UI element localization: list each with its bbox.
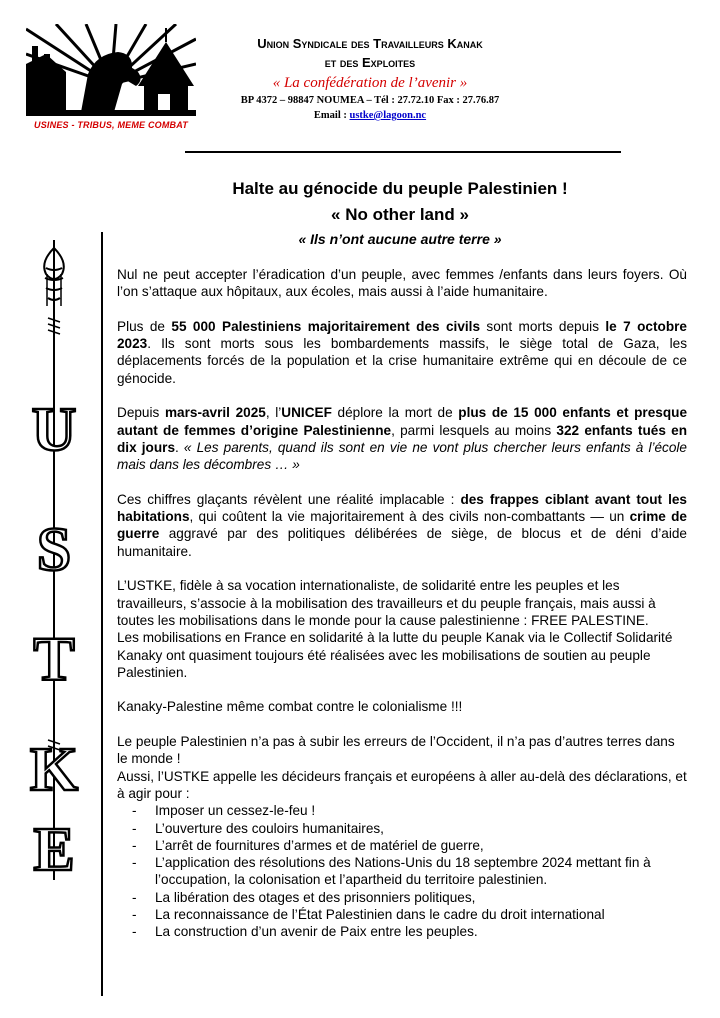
list-item: - L’arrêt de fournitures d’armes et de matériel de guerre,: [117, 837, 687, 854]
paragraph-5: L’USTKE, fidèle à sa vocation internationaliste, de solidarité entre les peuples et les travailleurs, s’associe à la mobilisation des travailleurs et du peuple français, mais aussi à toutes les mobilisations dans le monde pour la cause palestinienne : FREE PALESTINE.: [117, 578, 656, 628]
paragraph-7: Kanaky-Palestine même combat contre le colonialisme !!!: [117, 699, 463, 715]
page-title: [110, 176, 690, 228]
org-name-line1: Union Syndicale des Travailleurs Kanak: [257, 36, 483, 51]
org-name-line2: et des Exploites: [324, 55, 416, 70]
start-date: le 7 octobre 2023: [117, 318, 687, 352]
org-email-line: [200, 108, 540, 123]
organisation-header: [200, 34, 540, 123]
title-line1: Halte au génocide du peuple Palestinien !: [232, 179, 568, 198]
paragraph-8: Le peuple Palestinien n’a pas à subir les erreurs de l’Occident, il n’a pas d’autres terres dans le monde !: [117, 734, 675, 767]
org-motto: « La confédération de l’avenir »: [272, 75, 468, 91]
email-label: Email :: [313, 110, 350, 121]
list-item: - L’ouverture des couloirs humanitaires,: [117, 820, 687, 837]
email-link[interactable]: ustke@lagoon.nc: [349, 110, 427, 121]
casualty-count: 55 000 Palestiniens majoritairement des civils: [171, 318, 481, 334]
demands-list: [117, 802, 687, 940]
title-line2: « No other land »: [331, 205, 469, 224]
ustke-spear-emblem: [24, 240, 84, 880]
paragraph-3: Depuis mars-avril 2025, l’UNICEF déplore la mort de plus de 15 000 enfants et presque autant de femmes d’origine Palestinienne, parmi lesquels au moins 322 enfants tués en dix jours. « Les parents, quand ils sont en vie ne vont plus chercher leurs enfants à l’école mais dans les décombres … »: [117, 405, 688, 473]
list-item: - La construction d’un avenir de Paix entre les peuples.: [117, 923, 687, 940]
ustke-logo: [26, 24, 196, 132]
list-item: - Imposer un cessez-le-feu !: [117, 802, 687, 819]
header-divider: [185, 151, 621, 153]
side-letter-t: T: [33, 626, 75, 694]
page-subtitle: « Ils n’ont aucune autre terre »: [298, 231, 502, 247]
paragraph-9: Aussi, l’USTKE appelle les décideurs français et européens à aller au-delà des déclarations, et à agir pour :: [117, 768, 687, 801]
side-letter-e: E: [33, 816, 75, 880]
list-item: - La reconnaissance de l’État Palestinien dans le cadre du droit international: [117, 906, 687, 923]
logo-caption: USINES - TRIBUS, MEME COMBAT: [34, 120, 188, 130]
margin-rule: [101, 232, 103, 996]
quote: « Les parents, quand ils sont en vie ne vont plus chercher leurs enfants à l’école mais dans les décombres … »: [117, 439, 687, 473]
side-letter-k: K: [29, 736, 79, 804]
paragraph-4: Ces chiffres glaçants révèlent une réalité implacable : des frappes ciblant avant tout les habitations, qui coûtent la vie majoritairement à des civils non-combattants — un crime de guerre aggravé par des politiques délibérées de siège, de blocus et de déni d’aide humanitaire.: [117, 491, 687, 559]
paragraph-1: Nul ne peut accepter l’éradication d’un peuple, avec femmes /enfants dans leurs foyers. Où l’on s’attaque aux hôpitaux, aux écoles, mais aussi à l’aide humanitaire.: [117, 267, 687, 300]
side-letter-u: U: [31, 396, 77, 464]
paragraph-2: Plus de 55 000 Palestiniens majoritairement des civils sont morts depuis le 7 octobre 2023. Ils sont morts sous les bombardements massifs, le siège total de Gaza, les déplacements forcés de la population et la crise humanitaire extrême qui en découle de ce génocide.: [117, 318, 687, 386]
side-letter-s: S: [36, 516, 72, 584]
list-item: - L’application des résolutions des Nations-Unis du 18 septembre 2024 mettant fin à l’occupation, la colonisation et l’apartheid du territoire palestinien.: [117, 854, 687, 889]
body-text: [117, 266, 687, 941]
list-item: - La libération des otages et des prisonniers politiques,: [117, 889, 687, 906]
org-address: BP 4372 – 98847 NOUMEA – Tél : 27.72.10 Fax : 27.76.87: [240, 95, 500, 106]
paragraph-6: Les mobilisations en France en solidarité à la lutte du peuple Kanak via le Collectif Solidarité Kanaky ont quasiment toujours été réalisées avec les mobilisations de soutien au peuple Palestinien.: [117, 630, 673, 680]
logo-illustration: [26, 24, 196, 120]
